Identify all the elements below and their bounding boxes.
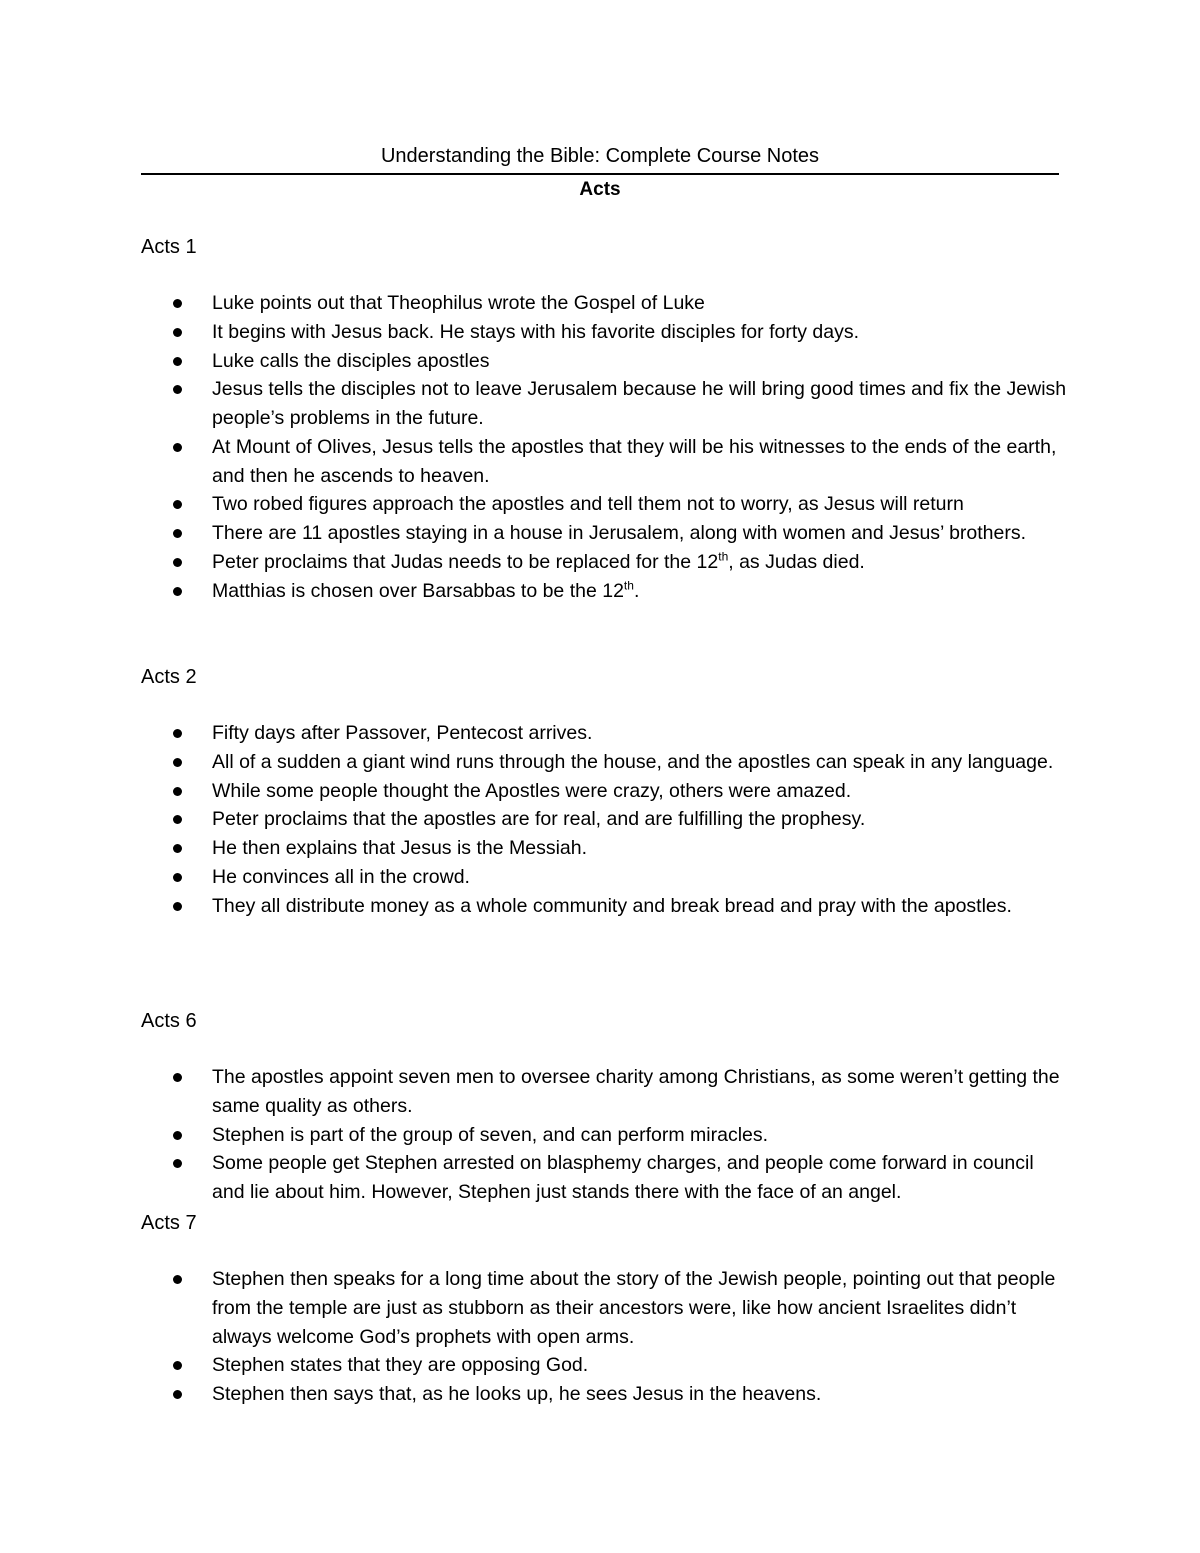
- list-item-text: Some people get Stephen arrested on blasphemy charges, and people come forward in council and lie about him. However, Stephen just stands there with the face of an angel.: [212, 1152, 1034, 1203]
- list-item-text: Jesus tells the disciples not to leave Jerusalem because he will bring good times and fix the Jewish people’s problems in the future.: [212, 378, 1067, 429]
- list-item-text: Fifty days after Passover, Pentecost arrives.: [212, 722, 593, 744]
- list-item: [141, 490, 1071, 519]
- list-item: [141, 892, 1071, 921]
- bullet-icon: [173, 844, 182, 853]
- list-item: [141, 1063, 1071, 1121]
- list-item-text: At Mount of Olives, Jesus tells the apostles that they will be his witnesses to the ends of the earth, and then he ascends to heaven.: [212, 435, 1057, 487]
- list-item: [141, 1121, 1071, 1150]
- list-item-text: Peter proclaims that the apostles are for real, and are fulfilling the prophesy.: [212, 808, 866, 831]
- list-item: [141, 777, 1071, 806]
- bullet-icon: [173, 558, 182, 567]
- list-item: [141, 719, 1071, 748]
- section-heading: Acts 1: [141, 236, 197, 258]
- list-item-text: The apostles appoint seven men to oversee charity among Christians, as some weren’t getting the same quality as others.: [212, 1066, 1060, 1117]
- list-item: [141, 347, 1071, 376]
- ordinal-suffix: th: [718, 549, 729, 564]
- list-item-text: He convinces all in the crowd.: [212, 865, 470, 888]
- list-item: [141, 289, 1071, 318]
- bullet-icon: [173, 873, 182, 882]
- section-acts-7: [141, 1209, 1071, 1409]
- list-item: [141, 1149, 1071, 1207]
- list-item-text: Stephen is part of the group of seven, and can perform miracles.: [212, 1123, 769, 1146]
- bullet-icon: [173, 299, 182, 308]
- bullet-icon: [173, 1159, 182, 1168]
- bullet-icon: [173, 1131, 182, 1140]
- bullet-icon: [173, 385, 182, 394]
- bullet-icon: [173, 357, 182, 366]
- list-item: [141, 548, 1071, 577]
- list-item-text: Peter proclaims that Judas needs to be replaced for the 12: [212, 550, 719, 573]
- list-item: [141, 863, 1071, 892]
- section-acts-1: [141, 233, 1071, 605]
- list-item: [141, 1265, 1071, 1351]
- document-subtitle: Acts: [579, 179, 621, 200]
- list-item: [141, 375, 1071, 433]
- list-item-text: It begins with Jesus back. He stays with his favorite disciples for forty days.: [212, 320, 860, 343]
- bullet-icon: [173, 529, 182, 538]
- list-item: [141, 433, 1071, 491]
- list-item: [141, 577, 1071, 606]
- list-item: [141, 1380, 1071, 1409]
- list-item-text-end: , as Judas died.: [728, 550, 865, 573]
- ordinal-suffix: th: [623, 578, 634, 592]
- bullet-icon: [173, 328, 182, 337]
- list-item-text: Luke points out that Theophilus wrote the Gospel of Luke: [212, 292, 705, 314]
- list-item: [141, 1351, 1071, 1380]
- section-acts-6: [141, 1007, 1071, 1207]
- list-item-text: Luke calls the disciples apostles: [212, 349, 490, 372]
- bullet-list: [141, 719, 1071, 920]
- list-item-text: Stephen then says that, as he looks up, he sees Jesus in the heavens.: [212, 1383, 822, 1405]
- bullet-icon: [173, 902, 182, 911]
- list-item-text: All of a sudden a giant wind runs through the house, and the apostles can speak in any language.: [212, 750, 1054, 773]
- section-heading: Acts 2: [141, 666, 197, 688]
- list-item: [141, 834, 1071, 863]
- list-item-text: Two robed figures approach the apostles and tell them not to worry, as Jesus will return: [212, 493, 964, 516]
- section-acts-2: [141, 663, 1071, 920]
- bullet-icon: [173, 500, 182, 509]
- bullet-icon: [173, 787, 182, 796]
- list-item-text: While some people thought the Apostles were crazy, others were amazed.: [212, 779, 852, 802]
- bullet-icon: [173, 1361, 182, 1370]
- list-item-text: Stephen states that they are opposing God.: [212, 1354, 589, 1377]
- bullet-icon: [173, 1390, 182, 1399]
- document-title: Understanding the Bible: Complete Course Notes: [141, 142, 1059, 175]
- bullet-icon: [173, 815, 182, 824]
- section-heading: Acts 6: [141, 1010, 197, 1032]
- bullet-icon: [173, 758, 182, 767]
- list-item: [141, 318, 1071, 347]
- bullet-list: [141, 1265, 1071, 1409]
- list-item-text: They all distribute money as a whole community and break bread and pray with the apostles.: [212, 894, 1012, 917]
- bullet-icon: [173, 1073, 182, 1082]
- list-item-text: He then explains that Jesus is the Messiah.: [212, 837, 588, 859]
- section-heading: Acts 7: [141, 1212, 197, 1234]
- bullet-icon: [173, 729, 182, 738]
- bullet-icon: [173, 443, 182, 452]
- list-item-text: There are 11 apostles staying in a house in Jerusalem, along with women and Jesus’ brothers.: [212, 522, 1027, 544]
- list-item-text: Stephen then speaks for a long time about the story of the Jewish people, pointing out that people from the temple are just as stubborn as their ancestors were, like how ancient Israelites didn’t always welcome God’s prophets with open arms.: [212, 1268, 1056, 1348]
- list-item: [141, 805, 1071, 834]
- bullet-icon: [173, 587, 182, 596]
- list-item-text-end: .: [633, 579, 640, 602]
- bullet-icon: [173, 1275, 182, 1284]
- bullet-list: [141, 289, 1071, 605]
- bullet-list: [141, 1063, 1071, 1207]
- list-item-text: Matthias is chosen over Barsabbas to be the 12: [212, 579, 624, 602]
- list-item: [141, 748, 1071, 777]
- list-item: [141, 519, 1071, 548]
